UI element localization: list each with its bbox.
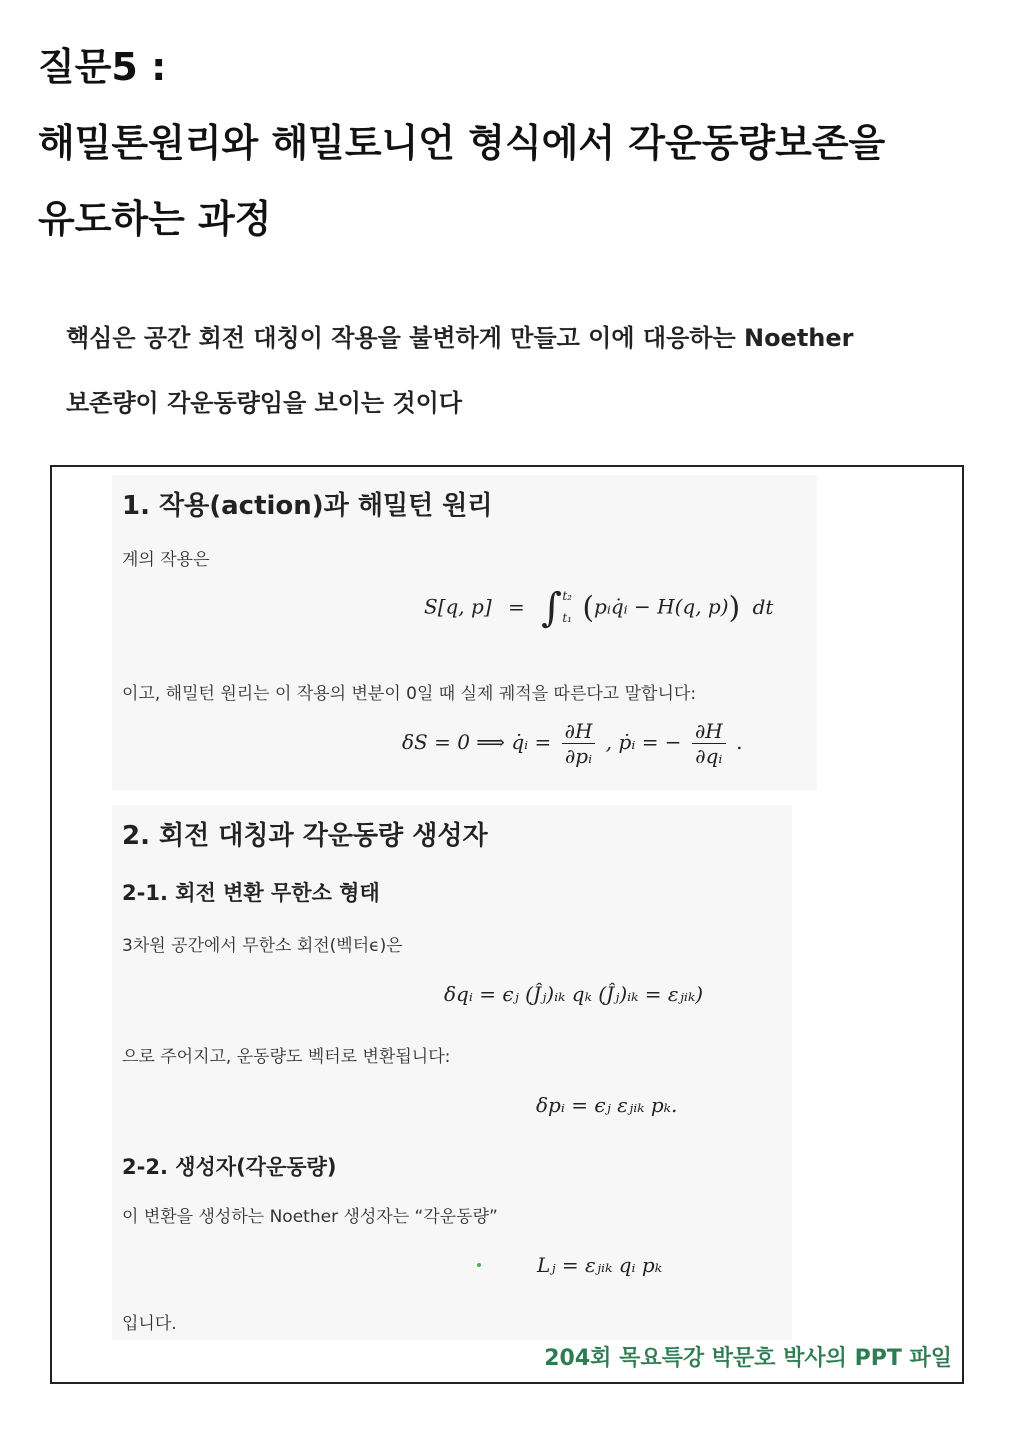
subsection-2-2-text: 이 변환을 생성하는 Noether 생성자는 “각운동량” [122,1207,498,1227]
summary-line-2: 보존량이 각운동량임을 보이는 것이다 [66,389,463,417]
action-lhs: S[q, p] [424,594,492,619]
question-label: 질문5 : [38,45,167,89]
source-credit: 204회 목요특강 박문호 박사의 PPT 파일 [544,1346,952,1371]
subsection-2-1-text: 3차원 공간에서 무한소 회전(벡터ϵ)은 [122,936,403,956]
open-paren: ( [582,590,595,626]
hamilton-eq-mid: , ṗᵢ = − [605,730,682,754]
fraction-numerator: ∂H [692,719,726,744]
question-title-line-2: 유도하는 과정 [38,197,272,241]
fraction-dH-dq [692,719,726,768]
rotation-equation: δqᵢ = ϵⱼ (Ĵⱼ)ᵢₖ qₖ (Ĵⱼ)ᵢₖ = εⱼᵢₖ) [444,982,704,1006]
question-title-line-1: 해밀톤원리와 해밀토니언 형식에서 각운동량보존을 [38,121,886,165]
subsection-2-2-heading: 2-2. 생성자(각운동량) [122,1155,337,1179]
momentum-equation: δpᵢ = ϵⱼ εⱼᵢₖ pₖ. [536,1093,678,1117]
integral-limits [562,586,572,629]
integral-sign: ∫ [541,585,562,631]
stray-dot [477,1263,481,1267]
fraction-denominator: ∂qᵢ [695,744,723,768]
hamilton-principle-text: 이고, 해밀턴 원리는 이 작용의 변분이 0일 때 실제 궤적을 따른다고 말합니다: [122,684,697,704]
action-equation [424,585,773,631]
integral-lower-limit: t₁ [562,611,572,625]
hamilton-eq-lhs: δS = 0 ⟹ q̇ᵢ = [402,730,552,754]
section-2-heading: 2. 회전 대칭과 각운동량 생성자 [122,821,488,851]
subsection-2-2-text-2: 입니다. [122,1314,177,1334]
fraction-numerator: ∂H [562,719,596,744]
subsection-2-1-heading: 2-1. 회전 변환 무한소 형태 [122,881,380,905]
action-integrand: pᵢq̇ᵢ − H(q, p) [594,594,729,619]
hamilton-eq-end: . [736,730,743,754]
action-dt: dt [752,594,774,619]
action-equals: = [508,594,525,619]
section-1-intro: 계의 작용은 [122,550,210,570]
fraction-dH-dp [562,719,596,768]
subsection-2-1-text-2: 으로 주어지고, 운동량도 벡터로 변환됩니다: [122,1047,451,1067]
close-paren: ) [728,590,741,626]
summary-line-1: 핵심은 공간 회전 대칭이 작용을 불변하게 만들고 이에 대응하는 Noether [66,324,854,352]
fraction-denominator: ∂pᵢ [564,744,593,768]
angular-momentum-equation: Lⱼ = εⱼᵢₖ qᵢ pₖ [537,1253,663,1277]
slide-image-frame [50,465,964,1384]
hamilton-equations [402,719,742,768]
section-1-heading: 1. 작용(action)과 해밀턴 원리 [122,491,493,521]
integral-upper-limit: t₂ [562,589,572,604]
